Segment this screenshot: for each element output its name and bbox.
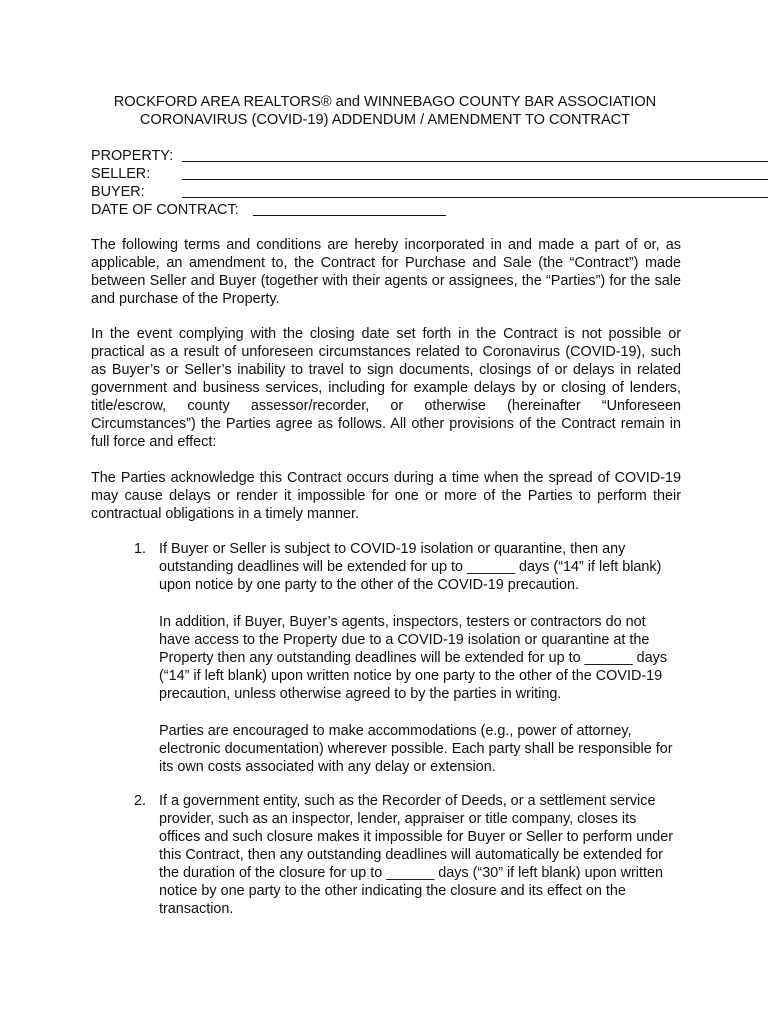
date-of-contract-blank-line[interactable] [253, 215, 446, 216]
buyer-blank-line[interactable] [182, 197, 768, 198]
list-item-2-number: 2. [134, 793, 147, 809]
list-item-1-number: 1. [134, 541, 147, 557]
property-field [91, 147, 691, 165]
seller-field [91, 165, 691, 183]
buyer-label: BUYER: [91, 184, 145, 200]
unforeseen-circumstances-paragraph: In the event complying with the closing date set forth in the Contract is not possible or practical as a result of unforeseen circumstances related to Coronavirus (COVID-19), such as Buyer’s or Seller’s inability to travel to sign documents, closings of or delays in related government and business services, including for example delays by or closing of lenders, title/escrow, county assessor/recorder, or otherwise (hereinafter “Unforeseen Circumstances”) the Parties agree as follows. All other provisions of the Contract remain in full force and effect: [91, 326, 681, 450]
seller-blank-line[interactable] [182, 179, 768, 180]
document-title [60, 93, 710, 129]
date-of-contract-label: DATE OF CONTRACT: [91, 202, 239, 218]
date-of-contract-field [91, 201, 691, 219]
title-line-2: CORONAVIRUS (COVID-19) ADDENDUM / AMENDMENT TO CONTRACT [139, 112, 631, 128]
property-blank-line[interactable] [182, 161, 768, 162]
title-line-1: ROCKFORD AREA REALTORS® and WINNEBAGO COUNTY BAR ASSOCIATION [113, 94, 657, 110]
list-item-2-text: If a government entity, such as the Recorder of Deeds, or a settlement service provider, such as an inspector, lender, appraiser or title company, closes its offices and such closure makes it impossible for Buyer or Seller to perform under this Contract, then any outstanding deadlines will automatically be extended for the duration of the closure for up to ______ days (“30” if left blank) upon written notice by one party to the other indicating the closure and its effect on the transaction. [159, 793, 674, 917]
intro-paragraph: The following terms and conditions are hereby incorporated in and made a part of or, as applicable, an amendment to, the Contract for Purchase and Sale (the “Contract”) made between Seller and Buyer (together with their agents or assignees, the “Parties”) for the sale and purchase of the Property. [91, 237, 681, 307]
acknowledgement-paragraph: The Parties acknowledge this Contract occurs during a time when the spread of COVID-19 may cause delays or render it impossible for one or more of the Parties to perform their contractual obligations in a timely manner. [91, 470, 681, 522]
seller-label: SELLER: [91, 166, 151, 182]
list-item-1-access-paragraph: In addition, if Buyer, Buyer’s agents, inspectors, testers or contractors do not have access to the Property due to a COVID-19 isolation or quarantine at the Property then any outstanding deadlines will be extended for up to ______ days (“14” if left blank) upon written notice by one party to the other of the COVID-19 precaution, unless otherwise agreed to by the parties in writing. [159, 614, 668, 702]
property-label: PROPERTY: [91, 148, 174, 164]
list-item-1-text: If Buyer or Seller is subject to COVID-19 isolation or quarantine, then any outstanding deadlines will be extended for up to ______ days (“14” if left blank) upon notice by one party to the other of the COVID-19 precaution. [159, 541, 662, 593]
buyer-field [91, 183, 691, 201]
list-item-1-accommodations-paragraph: Parties are encouraged to make accommodations (e.g., power of attorney, electronic documentation) wherever possible. Each party shall be responsible for its own costs associated with any delay or extension. [159, 723, 673, 775]
